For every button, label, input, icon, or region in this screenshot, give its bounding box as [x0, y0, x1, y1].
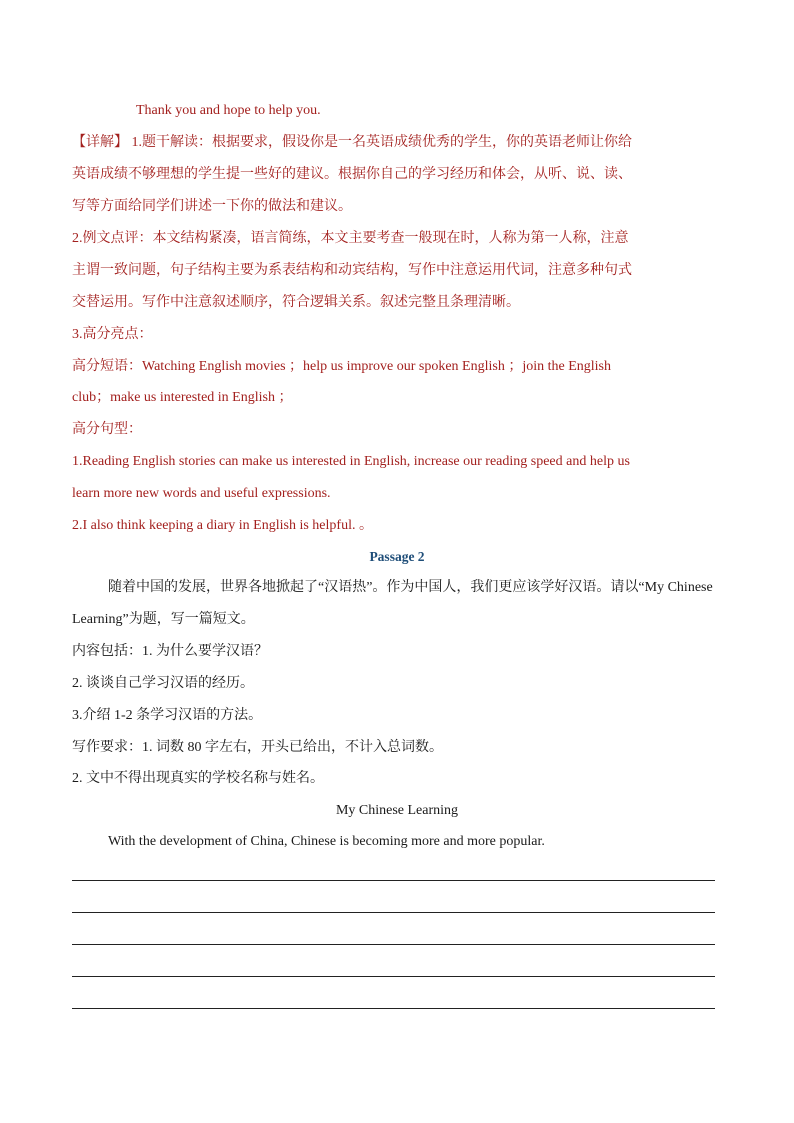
analysis-line-8: 高分短语：Watching English movies ；help us improve our spoken English ；join the English [72, 359, 611, 374]
analysis-line-10: 高分句型： [72, 422, 142, 437]
writing-line[interactable] [72, 912, 715, 913]
top-line: Thank you and hope to help you. [136, 103, 321, 118]
passage-title: Passage 2 [369, 549, 425, 564]
analysis-line-13: 2.I also think keeping a diary in English is helpful. 。 [72, 518, 373, 533]
analysis-line-7: 3.高分亮点： [72, 327, 153, 342]
writing-line[interactable] [72, 880, 715, 881]
essay-opening: With the development of China, Chinese is becoming more and more popular. [108, 834, 545, 849]
analysis-line-11: 1.Reading English stories can make us interested in English, increase our reading speed and help us [72, 454, 630, 469]
task-line-4: 2. 谈谈自己学习汉语的经历。 [72, 676, 254, 691]
essay-title: My Chinese Learning [335, 803, 459, 818]
analysis-line-3: 写等方面给同学们讲述一下你的做法和建议。 [72, 199, 352, 214]
task-line-6: 写作要求：1. 词数 80 字左右，开头已给出，不计入总词数。 [72, 740, 443, 755]
analysis-line-9: club；make us interested in English ； [72, 390, 293, 405]
analysis-line-2: 英语成绩不够理想的学生提一些好的建议。根据你自己的学习经历和体会，从听、说、读、 [72, 167, 632, 182]
writing-line[interactable] [72, 944, 715, 945]
analysis-line-12: learn more new words and useful expressions. [72, 486, 331, 501]
writing-line[interactable] [72, 976, 715, 977]
task-line-7: 2. 文中不得出现真实的学校名称与姓名。 [72, 771, 324, 786]
task-line-2: Learning”为题，写一篇短文。 [72, 612, 255, 627]
writing-line[interactable] [72, 1008, 715, 1009]
analysis-line-6: 交替运用。写作中注意叙述顺序，符合逻辑关系。叙述完整且条理清晰。 [72, 295, 520, 310]
analysis-line-1: 【详解】 1.题干解读：根据要求，假设你是一名英语成绩优秀的学生，你的英语老师让你给 [72, 135, 632, 150]
analysis-line-4: 2.例文点评：本文结构紧凑，语言简练，本文主要考查一般现在时，人称为第一人称，注意 [72, 231, 629, 246]
task-line-1: 随着中国的发展，世界各地掀起了“汉语热”。作为中国人，我们更应该学好汉语。请以“My Chinese [108, 580, 713, 595]
task-line-3: 内容包括：1. 为什么要学汉语？ [72, 644, 268, 659]
task-line-5: 3.介绍 1-2 条学习汉语的方法。 [72, 708, 263, 723]
analysis-line-5: 主谓一致问题，句子结构主要为系表结构和动宾结构，写作中注意运用代词，注意多种句式 [72, 263, 632, 278]
